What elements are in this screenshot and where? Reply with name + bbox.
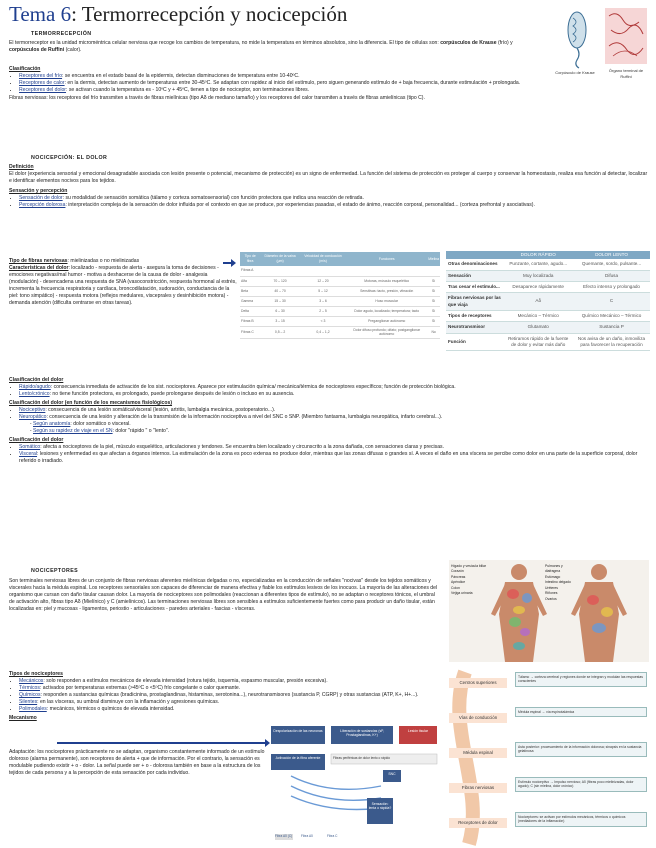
- thermo-section: [31, 31, 551, 38]
- clsf3-list: [9, 444, 649, 465]
- pain-definition: [9, 164, 649, 209]
- clsf-label: Rápido/agudo: [19, 384, 51, 391]
- fiber-table-cell: Alfa: [240, 276, 260, 286]
- fast-slow-table-cell: Sustancia P: [573, 322, 650, 333]
- fiber-table-cell: Fibras B: [240, 316, 260, 326]
- clsf2-item: [19, 414, 649, 421]
- fiber-table-cell: Sí: [427, 306, 440, 316]
- clsf-item: [19, 391, 649, 398]
- fiber-table-header-cell: Funciones: [346, 252, 427, 266]
- pathway-step-text: Estímulo nociceptivo → Impulso nervioso; Aδ (fibras poco mielinizadas, dolor agudo); C (sin mielina, dolor crónico): [515, 777, 647, 792]
- clsf2-text: : consecuencia de una lesión y alteración de la transmisión de la información nociceptiva a nivel del SNC o SNP. (Miembro fantasma, lumbalgia neuropática, infarto cerebral...).: [46, 414, 443, 421]
- clsf-label: Lento/crónico: [19, 391, 50, 398]
- noci-type-item: [19, 678, 449, 685]
- krause-caption: Corpúsculo de Krause: [555, 70, 595, 75]
- pathway-step-text: Tálamo → corteza cerebral y regiones donde se integran y modulan las respuestas conscientes: [515, 672, 647, 687]
- fiber-table-header-row: [240, 252, 440, 266]
- pathway-step-label: Fibras nerviosas: [449, 783, 507, 793]
- body-label: Riñones: [545, 591, 558, 596]
- fast-slow-table-cell: Efecto intenso y prolongado: [573, 281, 650, 292]
- fast-slow-table-row: [446, 259, 650, 270]
- body-label: Uréteres: [545, 585, 559, 590]
- nociception-diagram: [271, 726, 439, 844]
- clsf2-list: [9, 407, 649, 421]
- thermo-class-label: Receptores del dolor: [19, 87, 67, 94]
- diagram1-box-label: Activación de la fibra aferente: [275, 756, 321, 760]
- fast-slow-table-cell: Tipos de receptores: [446, 310, 503, 321]
- fast-slow-table-row: [446, 310, 650, 321]
- fiber-table-cell: [427, 266, 440, 276]
- clsf-list: [9, 384, 649, 398]
- fiber-table-row: [240, 316, 440, 326]
- fiber-table: [240, 252, 440, 339]
- clsf2-item: [19, 407, 649, 414]
- fast-slow-table-cell: Muy localizada: [503, 270, 573, 281]
- fiber-table-cell: Delta: [240, 306, 260, 316]
- document-page: [9, 4, 649, 844]
- fiber-table-cell: [346, 266, 427, 276]
- pain-def-text: El dolor (experiencia sensorial y emocional desagradable asociada con lesión presente o potencial, mecanismo de protección) es un signo de enfermedad. La función del sistema de protección es proteger al cuerpo y conservar la homeostasis, realiza esa función al detectar, localizar e identificar elementos nocivos para los tejidos.: [9, 171, 648, 185]
- fast-slow-table-row: [446, 293, 650, 311]
- fiber-table-cell: 0,5 – 2: [260, 326, 300, 338]
- body-label: Apéndice: [451, 580, 466, 585]
- diagram1-caption: Fibras periféricas de dolor lento o rápido: [333, 756, 391, 760]
- fiber-table-cell: 15 – 30: [260, 296, 300, 306]
- fast-slow-table-cell: Función: [446, 333, 503, 351]
- fiber-table-cell: Beta: [240, 286, 260, 296]
- thermo-class-item: [19, 73, 549, 80]
- fiber-table-row: [240, 276, 440, 286]
- sens-text: : interpretación compleja de la sensación de dolor influida por el contexto en que se produce, por experiencias pasadas, el estado de ánimo, reacción corporal, personalidad... (corteza prefrontal y asociativas).: [65, 202, 535, 209]
- fast-slow-table-cell: Sensación: [446, 270, 503, 281]
- body-labels-right: [545, 564, 573, 602]
- sens-item: [19, 195, 649, 202]
- noci-text: Son terminales nerviosas libres de un conjunto de fibras nerviosas aferentes mielínicas delgadas o no, especializadas en la conducción de señales "nocivas" desde los tejidos somáticos y viscerales hacia la médula espinal. Los receptores sensoriales son capaces de diferenciar de manera efectiva y fiable los estímulos lesivos de los inocuos. La mayoría de las alteraciones del organismo que cursan con daño tisular causan dolor. La mayoría de nociceptores son polimodales (reaccionan a diferentes tipos de estímulo), no se adaptan o receptores tónicos, el umbral de activación alto, fibras tipo Aδ (Mielínico) y C (amielínicos). Las terminaciones nerviosas libres son sensibles a estímulos suficientemente fuertes como para producir un daño tisular, están localizadas en: piel y mucosas - ligamentos, periostio - articulaciones - paredes arteriales - fascias - vísceras.: [9, 578, 438, 613]
- fiber-table-cell: < 3: [300, 316, 346, 326]
- pathway-step-text: Nociceptores: se activan por estímulos mecánicos, térmicos o químicos (mediadores de la inflamación): [515, 812, 647, 827]
- fiber-table-cell: Fibras A: [240, 266, 260, 276]
- sens-title: Sensación y percepción: [9, 188, 68, 195]
- fast-slow-table-cell: Punzante, cortante, agudo...: [503, 259, 573, 270]
- body-label: Páncreas: [451, 574, 466, 579]
- fast-slow-table-cell: Quemante, sordo, pulsante...: [573, 259, 650, 270]
- thermo-class-text: : se encuentra en el estado basal de la epidermis, detectan disminuciones de temperatura entre 10-40ºC.: [62, 73, 300, 80]
- fiber-table-cell: Fibras C: [240, 326, 260, 338]
- clsf-title: Clasificación del dolor: [9, 377, 64, 383]
- clsf3-title: Clasificación del dolor: [9, 437, 64, 444]
- fiber-table-cell: Preganglionar autónomo: [346, 316, 427, 326]
- pathway-step-text: Médula espinal → vía espinotalámica: [515, 707, 647, 717]
- fiber-table-cell: [260, 266, 300, 276]
- krause-term: corpúsculos de Krause: [440, 40, 497, 46]
- diagram1-box-label: Liberación de sustancias (sP, Prostaglandinas, K+): [340, 729, 384, 738]
- diagram1-box-label: Lesión tisular: [408, 729, 428, 733]
- fiber-table-row: [240, 306, 440, 316]
- noci-type-text: : en las vísceras, su umbral disminuye con la inflamación y agresiones químicas.: [37, 699, 220, 706]
- thermo-intro-end: (calor).: [65, 47, 82, 54]
- thermo-intro: [9, 40, 529, 54]
- char-text: : localizado - respuesta de alerta - asegura la toma de decisiones - emociones negativas/mal humor - motiva a deshacerse de la causa de dolor - analgesia (modulación) - desencadena una respuesta de SNA (vasoconstricción, respuesta hormonal al estrés, incrementa la frecuencia respiratoria y cardíaca, broncodilatación, sudoración, conductancia de la piel: tono simpático) - respuesta motora (reflejos medulares, visceprales y desinhibición motora) - demanda atención (dificulta centrarse en otras tareas).: [9, 265, 237, 307]
- pathway-step-label: Vías de conducción: [449, 713, 507, 723]
- page-title: [9, 4, 347, 25]
- noci-type-item: [19, 692, 449, 699]
- fiber-table-cell: Sí: [427, 286, 440, 296]
- noci-type-item: [19, 685, 449, 692]
- noci-type-text: : solo responden a estímulos mecánicos de elevada intensidad (rotura tejido, isquemia, espasmo muscular, presión excesiva).: [43, 678, 328, 685]
- fiber-table-cell: 0,4 – 1,2: [300, 326, 346, 338]
- body-label: Hígado y vesícula biliar: [451, 564, 487, 568]
- fiber-table-cell: 3 – 15: [260, 316, 300, 326]
- pain-classification: [9, 377, 649, 465]
- fast-slow-table-row: [446, 333, 650, 351]
- sens-list: [9, 195, 649, 209]
- clsf3-label: Visceral: [19, 451, 38, 458]
- pain-def-title: Definición: [9, 164, 34, 170]
- fast-slow-table-header-cell: DOLOR RÁPIDO: [503, 251, 573, 259]
- fiber-table-header-cell: Tipo de fibra: [240, 252, 260, 266]
- sub-item: [33, 428, 649, 435]
- fast-slow-table-header-cell: [446, 251, 503, 259]
- sens-label: Sensación de dolor: [19, 195, 63, 202]
- fast-slow-table-cell: Nos avisa de un daño, inmoviliza para favorecer la recuperación: [573, 333, 650, 351]
- body-label: Pulmones y diafragma: [545, 564, 563, 574]
- thermo-class-text: : se activan cuando la temperatura es - 10ºC y + 45ºC, tienen a tipo de nociceptor, son terminaciones libres.: [66, 87, 310, 94]
- sub-list: [9, 421, 649, 435]
- body-label: Intestino delgado: [545, 580, 571, 585]
- thermo-class-title: Clasificación: [9, 66, 41, 72]
- ruffini-caption: Órgano terminal de Ruffini: [608, 68, 644, 79]
- noci-type-item: [19, 706, 449, 713]
- sens-item: [19, 202, 649, 209]
- clsf2-label: Neuropático: [19, 414, 47, 421]
- sub-item: [33, 421, 649, 428]
- title-number: Tema 6: [9, 2, 72, 26]
- fiber-table-cell: 6 – 30: [260, 306, 300, 316]
- noci-types-list: [9, 678, 449, 713]
- ruffini-figure: [603, 6, 649, 66]
- noci-type-text: : activados por temperaturas extremas (>45ºC o <5ºC) frío congelante o calor quemante.: [39, 685, 241, 692]
- fiber-table-cell: 2 – 5: [300, 306, 346, 316]
- clsf3-text: : afecta a nociceptores de la piel, músculo esquelético, articulaciones y tendones. Se encuentra bien localizado y circunscrito a la zona dañada, con sensaciones claras y precisas.: [40, 444, 445, 451]
- diagram1-legend: Fibra Aδ: [301, 834, 313, 838]
- thermo-classification: [9, 66, 549, 102]
- clsf-item: [19, 384, 649, 391]
- thermo-class-label: Receptores de calor: [19, 80, 65, 87]
- thermo-intro-text: El termorreceptor es la unidad microméntrica celular nerviosa que recoge los cambios de temperatura, no mide la temperatura en términos absolutos, sino la diferencia. El tipo de células son:: [9, 40, 439, 46]
- fiber-table-cell: Gamma: [240, 296, 260, 306]
- body-labels-left: [451, 564, 489, 597]
- fiber-table-cell: Sí: [427, 296, 440, 306]
- thermo-class-label: Receptores del frío: [19, 73, 63, 80]
- noci-heading: NOCICEPTORES: [31, 568, 79, 574]
- body-label: Corazón: [451, 569, 464, 574]
- fiber-table-cell: [300, 266, 346, 276]
- fiber-table-cell: Sensitivas: tacto, presión, vibración: [346, 286, 427, 296]
- sub-label: Según su rapidez de viaje en el SN: [33, 428, 113, 435]
- fiber-types-text: : mielinizadas o no mielinizadas: [67, 258, 140, 264]
- pathway-step-text: Asta posterior: procesamiento de la información dolorosa; sinapsis en la sustancia gelatinosa: [515, 742, 647, 757]
- fiber-table-cell: 70 – 120: [260, 276, 300, 286]
- title-text: : Termorrecepción y nocicepción: [71, 2, 348, 26]
- clsf3-item: [19, 444, 649, 451]
- fiber-table-cell: 40 – 70: [260, 286, 300, 296]
- fast-slow-table-cell: C: [573, 293, 650, 311]
- fast-slow-table-cell: Difusa: [573, 270, 650, 281]
- fast-slow-table: [446, 251, 650, 351]
- noci-types: [9, 671, 449, 722]
- sub-label: Según anatomía: [33, 421, 71, 428]
- fiber-table-cell: 5 – 12: [300, 286, 346, 296]
- fast-slow-table-header-cell: DOLOR LENTO: [573, 251, 650, 259]
- noci-type-label: Mecánicos: [19, 678, 44, 685]
- fast-slow-table-cell: Desaparece rápidamente: [503, 281, 573, 292]
- thermo-class-list: [9, 73, 549, 94]
- fiber-table-cell: Sí: [427, 316, 440, 326]
- pathway-step-label: Receptores de dolor: [449, 818, 507, 828]
- thermo-heading: TERMORRECEPCIÓN: [31, 31, 92, 37]
- fast-slow-table-cell: Fibras nerviosas por las que viaja: [446, 293, 503, 311]
- thermo-fibers: Fibras nerviosas: los receptores del frío transmiten a través de fibras mielínicas (tipo Aδ de mediano tamaño) y los receptores del calor transmiten a través de fibras amielínicas (tipo C).: [9, 95, 425, 102]
- diagram1-legend: Fibra Aδ (C): [275, 834, 293, 838]
- fiber-table-row: [240, 326, 440, 338]
- fiber-types-title: Tipo de fibras nerviosas: [9, 258, 68, 264]
- fast-slow-table-cell: Retiramos rápido de la fuente de dolor y evitar más daño: [503, 333, 573, 351]
- noci-type-label: Químicos: [19, 692, 41, 699]
- pathway-step-label: Médula espinal: [449, 748, 507, 758]
- sub-text: : dolor "rápido " o "lento".: [112, 428, 170, 435]
- fast-slow-table-cell: Otras denominaciones: [446, 259, 503, 270]
- fiber-table-cell: 12 – 20: [300, 276, 346, 286]
- arrow-to-diagram: [57, 742, 267, 744]
- fiber-table-row: [240, 286, 440, 296]
- fiber-table-cell: Motoras, músculo esquelético: [346, 276, 427, 286]
- thermo-class-item: [19, 87, 549, 94]
- diagram1-box-label: SNC: [388, 772, 396, 776]
- pain-heading-wrap: [31, 155, 551, 162]
- fast-slow-table-cell: Aδ: [503, 293, 573, 311]
- clsf3-item: [19, 451, 649, 465]
- body-label: Estómago: [545, 574, 561, 579]
- diagram1-box-label: Despolarización de las neuronas: [273, 729, 323, 733]
- pathway-step-label: Centros superiores: [449, 678, 507, 688]
- thermo-intro-mid: (frío) y: [497, 40, 513, 46]
- diagram1-box-label: Sensación: lenta o rápida?: [368, 802, 392, 811]
- body-label: Ovarios: [545, 596, 557, 601]
- body-label: Vejiga urinaria: [451, 591, 473, 596]
- clsf2-title: Clasificación del dolor (en función de los mecanismos fisiológicos): [9, 400, 173, 407]
- diagram1-legend: Fibra C: [327, 834, 338, 838]
- pain-characteristics: [9, 258, 237, 307]
- fiber-table-header-cell: Diámetro de la vaina (μm): [260, 252, 300, 266]
- pain-pathway-diagram: [445, 668, 649, 848]
- clsf-text: : consecuencia inmediata de activación de los sist. nociceptores. Aparece por estimulación química/ mecánica/térmica de nociceptores específicos; función de protección biológica.: [50, 384, 456, 391]
- clsf2-label: Nociceptivo: [19, 407, 46, 414]
- noci-type-text: : mecánicos, térmicos o químicos de elevada intensidad.: [46, 706, 175, 713]
- clsf3-text: : lesiones y enfermedad es que afectan a órganos internos. La estimulación de la zona es poco extensa no produce dolor, mientras que las zonas difusas o grandes sí. A veces el daño en una víscera se percibe como dolor en una parte de la superficie corporal, dolor referido o irradiado.: [19, 451, 638, 465]
- noci-types-title: Tipos de nociceptores: [9, 671, 63, 677]
- thermo-class-item: [19, 80, 549, 87]
- clsf3-label: Somático: [19, 444, 41, 451]
- fiber-table-row: [240, 296, 440, 306]
- noci-type-label: Térmicos: [19, 685, 40, 692]
- arrow-to-table: [223, 262, 233, 264]
- body-label: Colon: [451, 585, 460, 590]
- fiber-table-cell: Dolor agudo, localizado; temperatura; tacto: [346, 306, 427, 316]
- ruffini-term: corpúsculos de Ruffini: [9, 47, 65, 54]
- fast-slow-table-row: [446, 281, 650, 292]
- fiber-table-header-cell: Mielina: [427, 252, 440, 266]
- fast-slow-table-cell: Glutamato: [503, 322, 573, 333]
- fiber-table-row: [240, 266, 440, 276]
- sens-label: Percepción dolorosa: [19, 202, 66, 209]
- char-title: Características del dolor: [9, 265, 69, 272]
- mech-title: Mecanismo: [9, 715, 37, 722]
- fast-slow-table-cell: Químico Mecánico – Térmico: [573, 310, 650, 321]
- fast-slow-table-cell: Mecánico – Térmico: [503, 310, 573, 321]
- fiber-table-cell: Dolor difuso profundo; olfato; postganglionar autónomo: [346, 326, 427, 338]
- fiber-table-cell: 3 – 6: [300, 296, 346, 306]
- noci-type-text: : responden a sustancias químicas (bradicinina, prostaglandinas, histaminas, serotonina...), neurotransmisores (sustancia P, CGRP) y otras sustancias (ATP, K+, H+...).: [40, 692, 419, 699]
- fiber-table-cell: No: [427, 326, 440, 338]
- clsf2-text: : consecuencia de una lesión somática/visceral (lesión, artritis, lumbalgia mecánica, postoperatorio...).: [45, 407, 276, 414]
- thermo-class-text: : en la dermis, detectan aumento de temperaturas entre 30-45ºC. Se adaptan con rapidez al inicio del estímulo, pero siguen generando estímulo de + baja frecuencia, durante estimulación + prolongada.: [64, 80, 521, 87]
- fiber-table-cell: Sí: [427, 276, 440, 286]
- mech-text: Adaptación: los nociceptores prácticamente no se adaptan, organismo constantemente informado de un estímulo doloroso (alarma permanente), son receptores de alerta + que de información. Por el contrario, la sensación es modulable pudiendo existir + o - dolor. La señal puede ser + o - dolorosa también en base a la estructura de los tejidos de cada persona y a la percepción de esta sensación por cada individuo.: [9, 749, 265, 777]
- fast-slow-table-row: [446, 322, 650, 333]
- fast-slow-table-cell: Tras cesar el estímulo...: [446, 281, 503, 292]
- referred-pain-figure: [449, 560, 649, 662]
- noci-type-label: Silentes: [19, 699, 38, 706]
- clsf-text: : no tiene función protectora, es prolongado, puede prolongarse después de lesión o incluso en su ausencia.: [49, 391, 295, 398]
- fast-slow-table-row: [446, 270, 650, 281]
- fiber-table-header-cell: Velocidad de conducción (m/s): [300, 252, 346, 266]
- krause-figure: [559, 8, 599, 70]
- fiber-table-cell: Huso muscular: [346, 296, 427, 306]
- sub-text: : dolor somático o visceral.: [70, 421, 131, 428]
- fast-slow-table-header-row: [446, 251, 650, 259]
- noci-type-item: [19, 699, 449, 706]
- noci-heading-wrap: [31, 568, 231, 575]
- pain-heading: NOCICEPCIÓN: EL DOLOR: [31, 155, 108, 161]
- fast-slow-table-cell: Neurotransmisor: [446, 322, 503, 333]
- sens-text: : su modalidad de sensación somática (tálamo y corteza somatosensorial) con función protectora que indica una reacción de retirada.: [62, 195, 364, 202]
- noci-type-label: Polimodales: [19, 706, 47, 713]
